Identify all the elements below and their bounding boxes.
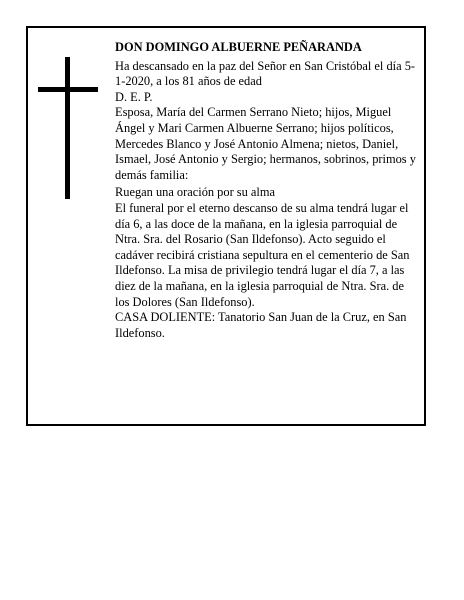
family-list: Esposa, María del Carmen Serrano Nieto; hijos, Miguel Ángel y Mari Carmen Albuerne Serrano; hijos políticos, Mercedes Blanco y José Antonio Almena; nietos, Daniel, Ismael, José Antonio y Sergio; hermanos, sobrinos, primos y demás familia: [115, 105, 416, 182]
mourning-house: CASA DOLIENTE: Tanatorio San Juan de la Cruz, en San Ildefonso. [115, 310, 407, 340]
death-statement: Ha descansado en la paz del Señor en San Cristóbal el día 5-1-2020, a los 81 años de edad [115, 58, 416, 89]
notice-text [115, 40, 420, 341]
latin-cross-icon [38, 57, 98, 199]
rip-text: D. E. P. [115, 89, 153, 104]
cross-vertical-bar [65, 57, 70, 199]
deceased-name: DON DOMINGO ALBUERNE PEÑARANDA [115, 40, 362, 54]
cross-horizontal-bar [38, 87, 98, 92]
obituary-notice [26, 26, 426, 426]
funeral-details: El funeral por el eterno descanso de su alma tendrá lugar el día 6, a las doce de la mañana, en la iglesia parroquial de Ntra. Sra. del Rosario (San Ildefonso). Acto seguido el cadáver recibirá cristiana sepultura en el cementerio de San Ildefonso. La misa de privilegio tendrá lugar el día 7, a las diez de la mañana, en la iglesia parroquial de Ntra. Sra. de los Dolores (San Ildefonso). [115, 200, 410, 309]
prayer-request: Ruegan una oración por su alma [115, 185, 275, 200]
